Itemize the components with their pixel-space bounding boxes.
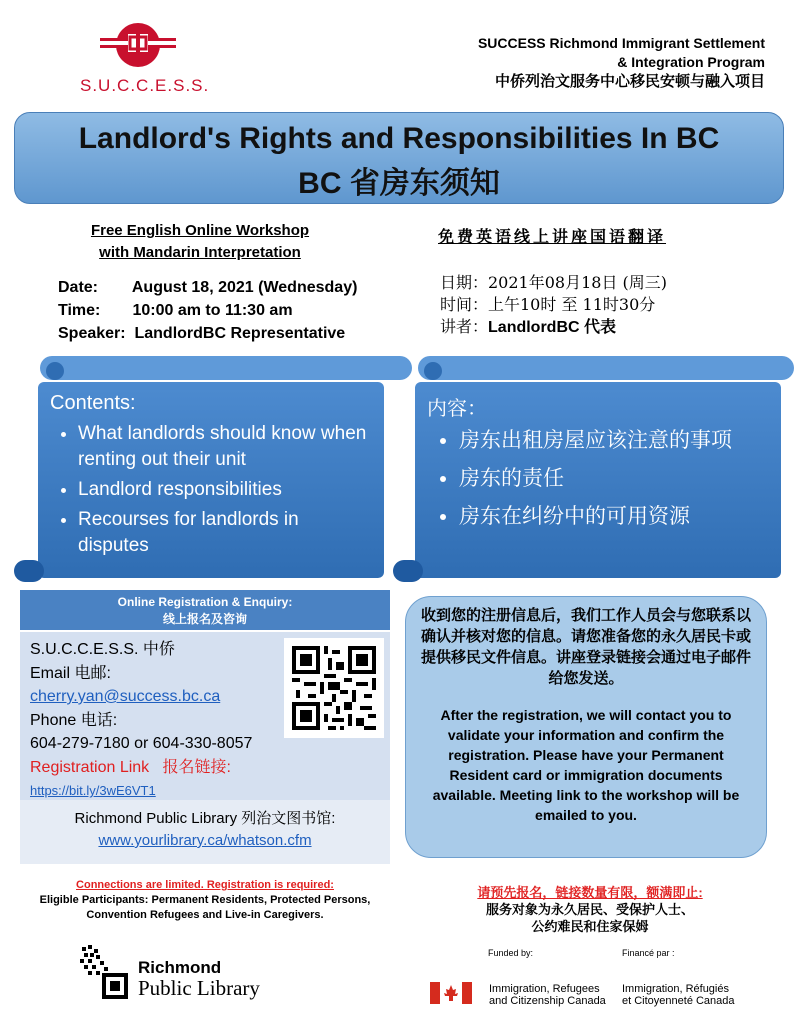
speaker-value: LandlordBC Representative xyxy=(134,325,346,342)
workshop-details xyxy=(58,276,357,345)
notice-en: After the registration, we will contact you to validate your information and confirm the registration. Please have your Permanent Resident card or immigration documents available. Meeting link to the workshop will be emailed to you. xyxy=(432,707,740,823)
ircc-en-line-2: and Citizenship Canada xyxy=(489,995,606,1007)
notice-cn: 收到您的注册信息后，我们工作人员会与您联系以确认并核对您的信息。请您准备您的永久居民卡或提供移民文件信息。讲座登录链接会通过电子邮件给您发送。 xyxy=(420,606,751,687)
registration-org: S.U.C.C.E.S.S. 中侨 xyxy=(30,641,175,658)
time-value: 10:00 am to 11:30 am xyxy=(132,302,293,319)
phone-label: Phone 电话: xyxy=(30,711,118,729)
time-cn: 时间：上午10时 至 11时30分 xyxy=(440,295,656,314)
contents-item-en: • Landlord responsibilities xyxy=(78,477,372,503)
library-box xyxy=(20,800,390,864)
phone-numbers: 604-279-7180 or 604-330-8057 xyxy=(30,735,253,752)
ircc-en-line-1: Immigration, Refugees xyxy=(489,983,600,995)
success-logo-icon xyxy=(98,20,178,70)
contents-item-cn: • 房东的责任 xyxy=(459,465,769,493)
funded-by-label: Funded by: xyxy=(488,948,534,958)
eligible-participants-cn-1: 服务对象为永久居民、受保护人士、 xyxy=(485,902,694,917)
contents-item-en: • What landlords should know when renting out their unit xyxy=(78,421,372,473)
speaker-cn-value: LandlordBC 代表 xyxy=(488,319,617,336)
qr-code-icon[interactable] xyxy=(284,638,384,738)
workshop-subtitle-line-2: with Mandarin Interpretation xyxy=(99,244,301,261)
workshop-details-cn xyxy=(440,272,667,339)
scroll-bottom-curl-icon xyxy=(393,560,423,582)
ircc-fr-line-1: Immigration, Réfugiés xyxy=(622,983,729,995)
contents-item-cn: • 房东出租房屋应该注意的事项 xyxy=(459,427,769,455)
eligible-participants: Eligible Participants: Permanent Residents, Protected Persons, Convention Refugees and Live-in Caregivers. xyxy=(39,894,371,921)
time-label: Time: xyxy=(58,302,101,319)
scroll-top-cn xyxy=(418,356,794,380)
speaker-label: Speaker: xyxy=(58,325,126,342)
workshop-subtitle-cn: 免费英语线上讲座国语翻译 xyxy=(438,229,667,246)
contents-item-cn: • 房东在纠纷中的可用资源 xyxy=(459,503,769,531)
notice-box xyxy=(405,596,767,858)
contents-list-en xyxy=(50,421,372,559)
organization-name xyxy=(478,34,765,91)
title-english: Landlord's Rights and Responsibilities In BC xyxy=(78,122,720,155)
registration-link-label: Registration Link xyxy=(30,758,150,776)
registration-header-en: Online Registration & Enquiry: xyxy=(117,595,293,609)
library-name-line-1: Richmond xyxy=(138,958,222,977)
eligibility-note xyxy=(30,878,380,923)
logo-text: S.U.C.C.E.S.S. xyxy=(80,76,210,95)
contents-box-cn xyxy=(415,382,781,578)
speaker-cn-label: 讲者： xyxy=(440,317,489,336)
registration-header xyxy=(20,590,390,630)
contents-title-cn: 内容： xyxy=(427,398,487,420)
registration-required-note-cn: 请预先报名，链接数量有限，额满即止: xyxy=(477,885,703,900)
ircc-english xyxy=(489,983,606,1007)
library-label: Richmond Public Library 列治文图书馆: xyxy=(74,810,336,827)
registration-required-note: Connections are limited. Registration is required: xyxy=(76,879,334,891)
registration-details xyxy=(30,638,252,803)
contents-box-en xyxy=(38,382,384,578)
workshop-subtitle-line-1: Free English Online Workshop xyxy=(90,222,310,239)
email-link[interactable]: cherry.yan@success.bc.ca xyxy=(30,688,221,705)
date-value: August 18, 2021 (Wednesday) xyxy=(131,279,358,296)
contents-item-en: • Recourses for landlords in disputes xyxy=(78,507,372,559)
date-label: Date: xyxy=(58,279,99,296)
scroll-top-en xyxy=(40,356,412,380)
registration-header-cn: 线上报名及咨询 xyxy=(162,612,247,626)
org-line-cn: 中侨列治文服务中心移民安顿与融入项目 xyxy=(494,73,765,90)
scroll-curl-icon xyxy=(424,362,442,380)
email-label: Email 电邮: xyxy=(30,664,111,682)
canada-flag-icon xyxy=(430,982,472,1004)
scroll-curl-icon xyxy=(46,362,64,380)
finance-par-label: Financé par : xyxy=(622,948,675,958)
contents-list-cn xyxy=(427,427,769,531)
scroll-bottom-curl-icon xyxy=(14,560,44,582)
contents-title-en: Contents: xyxy=(50,392,136,414)
registration-url-link[interactable]: https://bit.ly/3wE6VT1 xyxy=(30,783,156,798)
registration-link-label-cn: 报名链接: xyxy=(162,758,231,776)
eligible-participants-cn-2: 公约难民和住家保姆 xyxy=(531,919,649,934)
library-url-link[interactable]: www.yourlibrary.ca/whatson.cfm xyxy=(98,832,312,849)
ircc-fr-line-2: et Citoyenneté Canada xyxy=(622,995,735,1007)
workshop-subtitle xyxy=(60,220,340,264)
title-banner xyxy=(14,112,784,204)
ircc-french xyxy=(622,983,735,1007)
org-line-2: & Integration Program xyxy=(617,54,765,70)
eligibility-note-cn xyxy=(420,884,760,935)
richmond-library-logo-icon xyxy=(80,945,132,1001)
library-name-line-2: Public Library xyxy=(138,976,260,1000)
title-chinese: BC 省房东须知 xyxy=(298,167,500,200)
date-cn: 日期：2021年08月18日 (周三) xyxy=(440,273,668,292)
org-line-1: SUCCESS Richmond Immigrant Settlement xyxy=(477,35,765,51)
